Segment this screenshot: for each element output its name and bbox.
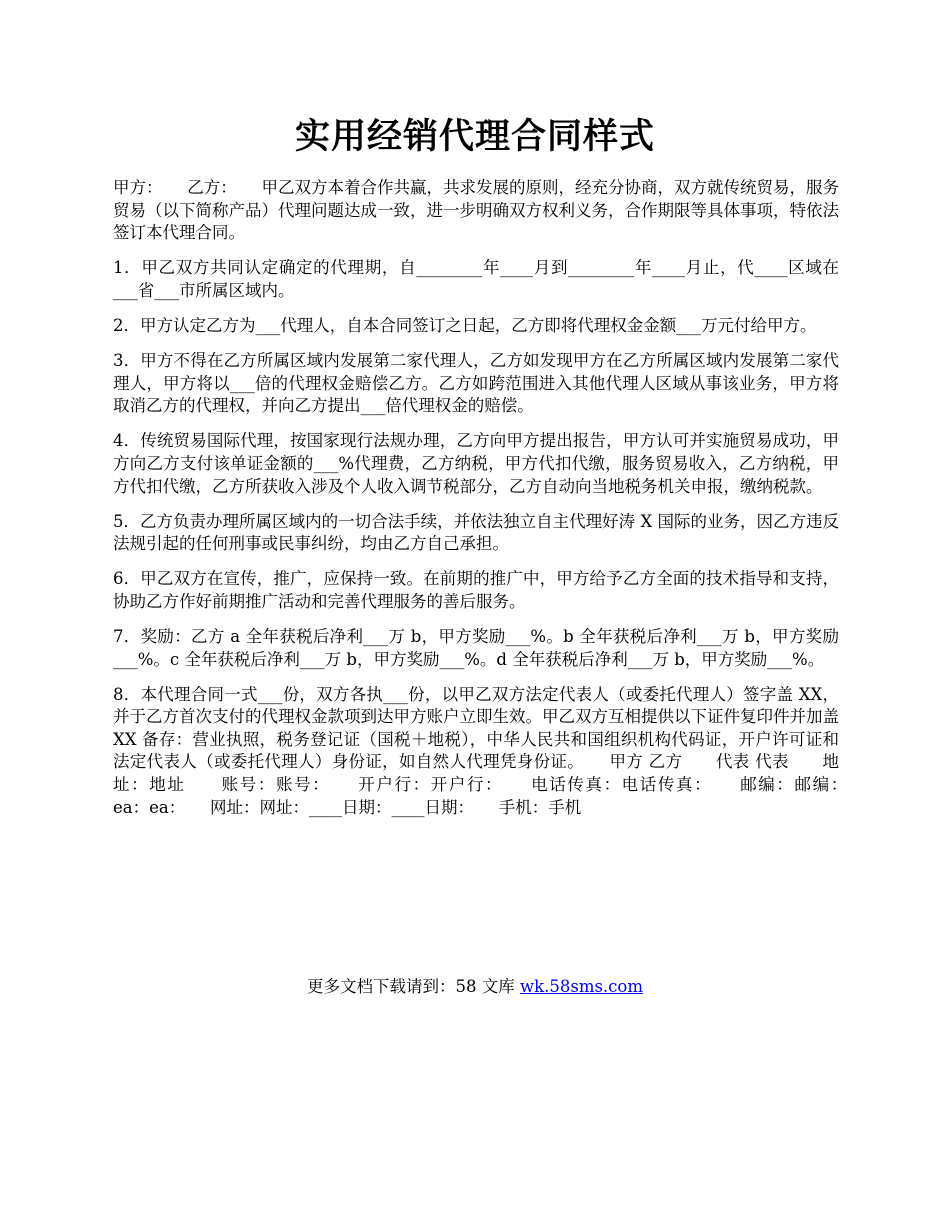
clause-6-paragraph: 6．甲乙双方在宣传，推广，应保持一致。在前期的推广中，甲方给予乙方全面的技术指导和支持，协助乙方作好前期推广活动和完善代理服务的善后服务。 bbox=[113, 569, 839, 611]
footer-text: 更多文档下载请到：58 文库 bbox=[306, 977, 520, 996]
clause-3-paragraph: 3．甲方不得在乙方所属区域内发展第二家代理人，乙方如发现甲方在乙方所属区域内发展第二家代理人，甲方将以___倍的代理权金赔偿乙方。乙方如跨范围进入其他代理人区域从事该业务，甲方将取消乙方的代理权，并向乙方提出___倍代理权金的赔偿。 bbox=[113, 351, 839, 416]
clause-4-paragraph: 4．传统贸易国际代理，按国家现行法规办理，乙方向甲方提出报告，甲方认可并实施贸易成功，甲方向乙方支付该单证金额的___%代理费，乙方纳税，甲方代扣代缴，服务贸易收入，乙方纳税，甲方代扣代缴，乙方所获收入涉及个人收入调节税部分，乙方自动向当地税务机关申报，缴纳税款。 bbox=[113, 431, 839, 496]
contract-body bbox=[113, 177, 872, 832]
clause-8-paragraph: 8．本代理合同一式___份，双方各执___份，以甲乙双方法定代表人（或委托代理人）签字盖 XX，并于乙方首次支付的代理权金款项到达甲方账户立即生效。甲乙双方互相提供以下证件复印件并加盖 XX 备存：营业执照，税务登记证（国税＋地税），中华人民共和国组织机构代码证，开户许可证和法定代表人（或委托代理人）身份证，如自然人代理凭身份证。 甲方 乙方 代表 代表 地址：地址 账号：账号： 开户行：开户行： 电话传真：电话传真： 邮编：邮编： ea：ea： 网址：网址：____日期：____日期： 手机：手机 bbox=[113, 684, 872, 817]
clause-5-paragraph: 5．乙方负责办理所属区域内的一切合法手续，并依法独立自主代理好涛 X 国际的业务，因乙方违反法规引起的任何刑事或民事纠纷，均由乙方自己承担。 bbox=[113, 511, 839, 554]
clause-1-paragraph: 1．甲乙双方共同认定确定的代理期，自________年____月到________年____月止，代____区域在___省___市所属区域内。 bbox=[113, 258, 839, 300]
clause-2-paragraph: 2．甲方认定乙方为___代理人，自本合同签订之日起，乙方即将代理权金金额___万元付给甲方。 bbox=[113, 315, 817, 335]
footer-link[interactable]: wk.58sms.com bbox=[519, 977, 643, 996]
clause-7-paragraph: 7．奖励：乙方 a 全年获税后净利___万 b，甲方奖励___%。b 全年获税后净利___万 b，甲方奖励___%。c 全年获税后净利___万 b，甲方奖励___%。d 全年获税后净利___万 b，甲方奖励___%。 bbox=[113, 627, 839, 669]
document-title: 实用经销代理合同样式 bbox=[294, 116, 655, 157]
intro-paragraph: 甲方： 乙方： 甲乙双方本着合作共赢，共求发展的原则，经充分协商，双方就传统贸易，服务贸易（以下简称产品）代理问题达成一致，进一步明确双方权利义务，合作期限等具体事项，特依法签订本代理合同。 bbox=[113, 178, 839, 243]
footer bbox=[0, 975, 950, 999]
